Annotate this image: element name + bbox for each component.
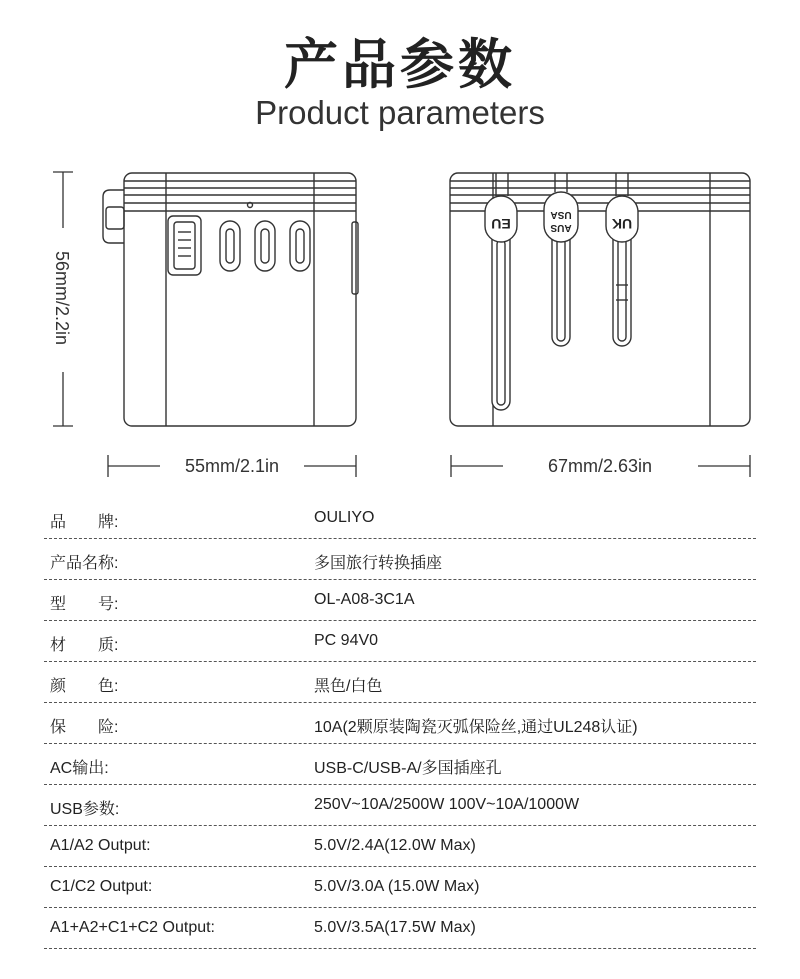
spec-row [44,785,756,826]
eu-plug-label: EU [491,216,511,232]
spec-value: 多国旅行转换插座 [314,555,443,572]
spec-value: 5.0V/3.5A(17.5W Max) [314,919,476,936]
front-width-label: 55mm/2.1in [184,456,280,476]
height-label: 56mm/2.2in [52,250,72,346]
spec-label: 颜 色: [50,678,119,695]
spec-row [44,621,756,662]
spec-value: 10A(2颗原装陶瓷灭弧保险丝,通过UL248认证) [314,719,638,736]
spec-row [44,580,756,621]
spec-label: 材 质: [50,637,119,654]
spec-table [44,498,756,949]
spec-row [44,744,756,785]
aus-plug-label: AUS [550,222,572,233]
spec-label: 产品名称: [50,555,119,572]
spec-value: PC 94V0 [314,632,379,649]
spec-value: 5.0V/2.4A(12.0W Max) [314,837,476,854]
spec-label: A1+A2+C1+C2 Output: [50,919,215,936]
aus-usa-plug [544,173,578,346]
spec-value: 250V~10A/2500W 100V~10A/1000W [314,796,580,813]
spec-row [44,908,756,949]
spec-row [44,662,756,703]
side-width-label: 67mm/2.63in [547,456,653,476]
spec-row [44,539,756,580]
spec-label: C1/C2 Output: [50,878,153,895]
spec-label: AC输出: [50,760,109,777]
eu-plug [485,173,517,410]
page-title-en: Product parameters [255,94,545,131]
product-dimension-diagram [0,160,800,490]
spec-value: 黑色/白色 [314,678,383,695]
spec-value: OL-A08-3C1A [314,591,415,608]
spec-row [44,498,756,539]
spec-label: 保 险: [50,719,119,736]
spec-label: USB参数: [50,801,120,818]
spec-label: 型 号: [50,596,119,613]
spec-label: 品 牌: [50,514,119,531]
usb-c-port-1 [220,221,240,271]
spec-row [44,703,756,744]
page-title-cn: 产品参数 [284,33,516,96]
spec-row [44,826,756,867]
spec-label: A1/A2 Output: [50,837,151,854]
usa-plug-label: USA [550,209,572,220]
spec-value: 5.0V/3.0A (15.0W Max) [314,878,480,895]
usb-c-port-2 [255,221,275,271]
spec-row [44,867,756,908]
spec-value: OULIYO [314,509,375,526]
uk-plug-label: UK [611,216,633,232]
front-view [103,173,358,426]
usb-c-port-3 [290,221,310,271]
spec-value: USB-C/USB-A/多国插座孔 [314,760,502,777]
uk-plug [606,173,638,346]
